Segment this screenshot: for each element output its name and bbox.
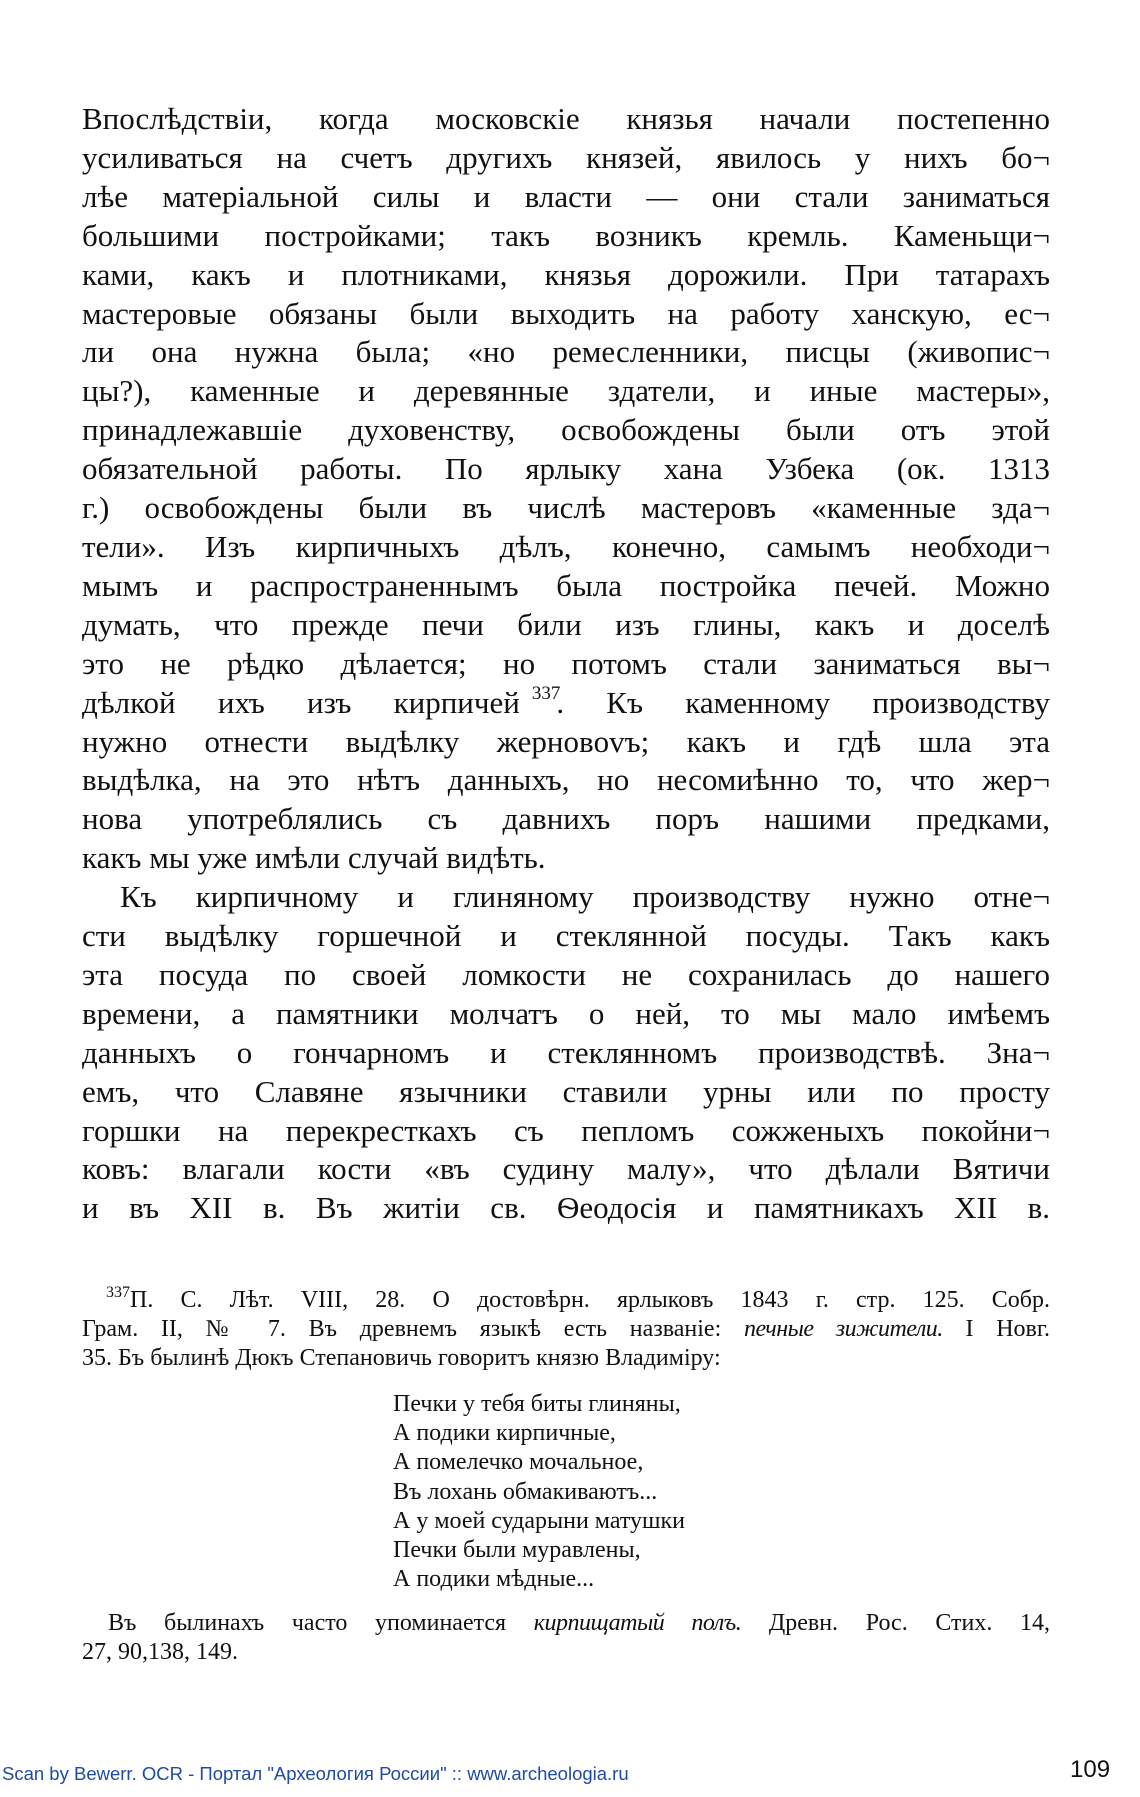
footnote-italic-term: кирпищатый полъ. bbox=[533, 1610, 742, 1636]
text-line: и въ XII в. Въ житіи св. Ѳеодосія и памятникахъ XII в. bbox=[82, 1190, 1050, 1226]
text-line: ками, какъ и плотниками, князья дорожили. При татарахъ bbox=[82, 256, 1050, 292]
text-line: мымъ и распространеннымъ была постройка печей. Можно bbox=[82, 567, 1050, 603]
footnote-text: П. С. Лѣт. VIII, 28. О достовѣрн. ярлыковъ 1843 г. стр. 125. Собр. bbox=[130, 1287, 1050, 1313]
footnote-337 bbox=[82, 1286, 1050, 1373]
text-line: выдѣлка, на это нѣтъ данныхъ, но несомиѣнно то, что жер¬ bbox=[82, 762, 1050, 798]
footnote-number: 337 bbox=[106, 1284, 130, 1301]
text-line-with-footnote-ref bbox=[82, 684, 1050, 723]
text-line: горшки на перекресткахъ съ пепломъ сожженыхъ покойни¬ bbox=[82, 1112, 1050, 1148]
poem-line: Въ лохань обмакиваютъ... bbox=[393, 1478, 658, 1505]
footnote-text: I Новг. bbox=[965, 1316, 1050, 1342]
poem-line: А подики кирпичные, bbox=[393, 1420, 616, 1447]
text-line: цы?), каменные и деревянные здатели, и иные мастеры», bbox=[82, 373, 1050, 409]
footnote-text: Въ былинахъ часто упоминается bbox=[108, 1610, 507, 1636]
poem-line: А у моей сударыни матушки bbox=[393, 1507, 686, 1534]
text-line: какъ мы уже имѣли случай видѣть. bbox=[82, 840, 546, 876]
poem-line: Печки были муравлены, bbox=[393, 1537, 641, 1564]
text-line: большими постройками; такъ возникъ кремль. Каменьщи¬ bbox=[82, 217, 1050, 253]
text-line: это не рѣдко дѣлается; но потомъ стали заниматься вы¬ bbox=[82, 645, 1050, 681]
footnote-line: 27, 90,138, 149. bbox=[82, 1639, 238, 1665]
text-line: мастеровые обязаны были выходить на работу ханскую, ес¬ bbox=[82, 295, 1050, 331]
text-line: лѣе матеріальной силы и власти — они стали заниматься bbox=[82, 178, 1050, 214]
quoted-poem bbox=[393, 1390, 685, 1594]
text-line: принадлежавшіе духовенству, освобождены были отъ этой bbox=[82, 412, 1050, 448]
text-line: думать, что прежде печи били изъ глины, какъ и доселѣ bbox=[82, 606, 1050, 642]
text-line: Къ кирпичному и глиняному производству нужно отне¬ bbox=[120, 879, 1050, 915]
footnote-line bbox=[82, 1609, 1050, 1638]
footnote-italic-term: печные зижители. bbox=[743, 1316, 943, 1342]
text-line: Впослѣдствіи, когда московскіе князья начали постепенно bbox=[82, 101, 1050, 136]
text-line: ковъ: влагали кости «въ судину малу», что дѣлали Вятичи bbox=[82, 1151, 1050, 1187]
main-text bbox=[82, 100, 1050, 1228]
poem-line: А подики мѣдные... bbox=[393, 1566, 595, 1593]
text-line: г.) освобождены были въ числѣ мастеровъ «каменные зда¬ bbox=[82, 490, 1050, 526]
text-line: усиливаться на счетъ другихъ князей, явилось у нихъ бо¬ bbox=[82, 139, 1050, 175]
footnote-text: Грам. II, № 7. Въ древнемъ языкѣ есть названіе: bbox=[82, 1316, 722, 1342]
text-line: данныхъ о гончарномъ и стеклянномъ производствѣ. Зна¬ bbox=[82, 1034, 1050, 1070]
text-line: нужно отнести выдѣлку жерновovъ; какъ и гдѣ шла эта bbox=[82, 723, 1050, 759]
footnote-ref[interactable]: 337 bbox=[531, 682, 561, 704]
footnote-line bbox=[82, 1315, 1050, 1344]
text-line: времени, а памятники молчатъ о ней, то мы мало имѣемъ bbox=[82, 995, 1050, 1031]
text-line: эта посуда по своей ломкости не сохранилась до нашего bbox=[82, 956, 1050, 992]
scan-credit-link[interactable]: Scan by Bewerr. OCR - Портал "Археология России" :: www.archeologia.ru bbox=[2, 1763, 629, 1784]
text-line: сти выдѣлку горшечной и стеклянной посуды. Такъ какъ bbox=[82, 918, 1050, 954]
footnote-text: Древн. Рос. Стих. 14, bbox=[768, 1610, 1050, 1636]
text-line: емъ, что Славяне язычники ставили урны или по просту bbox=[82, 1073, 1050, 1109]
footnote-line: 35. Бъ былинѣ Дюкъ Степановичь говоритъ князю Владиміру: bbox=[82, 1345, 721, 1371]
poem-line: Печки у тебя биты глиняны, bbox=[393, 1391, 681, 1417]
text-segment: . Къ каменному производству bbox=[556, 684, 1050, 720]
page-number: 109 bbox=[1070, 1756, 1111, 1783]
text-line: нова употреблялись съ давнихъ поръ нашими предками, bbox=[82, 801, 1050, 837]
footnote-continuation bbox=[82, 1609, 1050, 1667]
text-line: обязательной работы. По ярлыку хана Узбека (ок. 1313 bbox=[82, 451, 1050, 487]
text-line: ли она нужна была; «но ремесленники, писцы (живопис¬ bbox=[82, 334, 1050, 370]
text-segment: дѣлкой ихъ изъ кирпичей bbox=[82, 684, 520, 720]
footnote-line bbox=[82, 1286, 1050, 1315]
poem-line: А помелечко мочальное, bbox=[393, 1449, 644, 1476]
text-line: тели». Изъ кирпичныхъ дѣлъ, конечно, самымъ необходи¬ bbox=[82, 528, 1050, 564]
